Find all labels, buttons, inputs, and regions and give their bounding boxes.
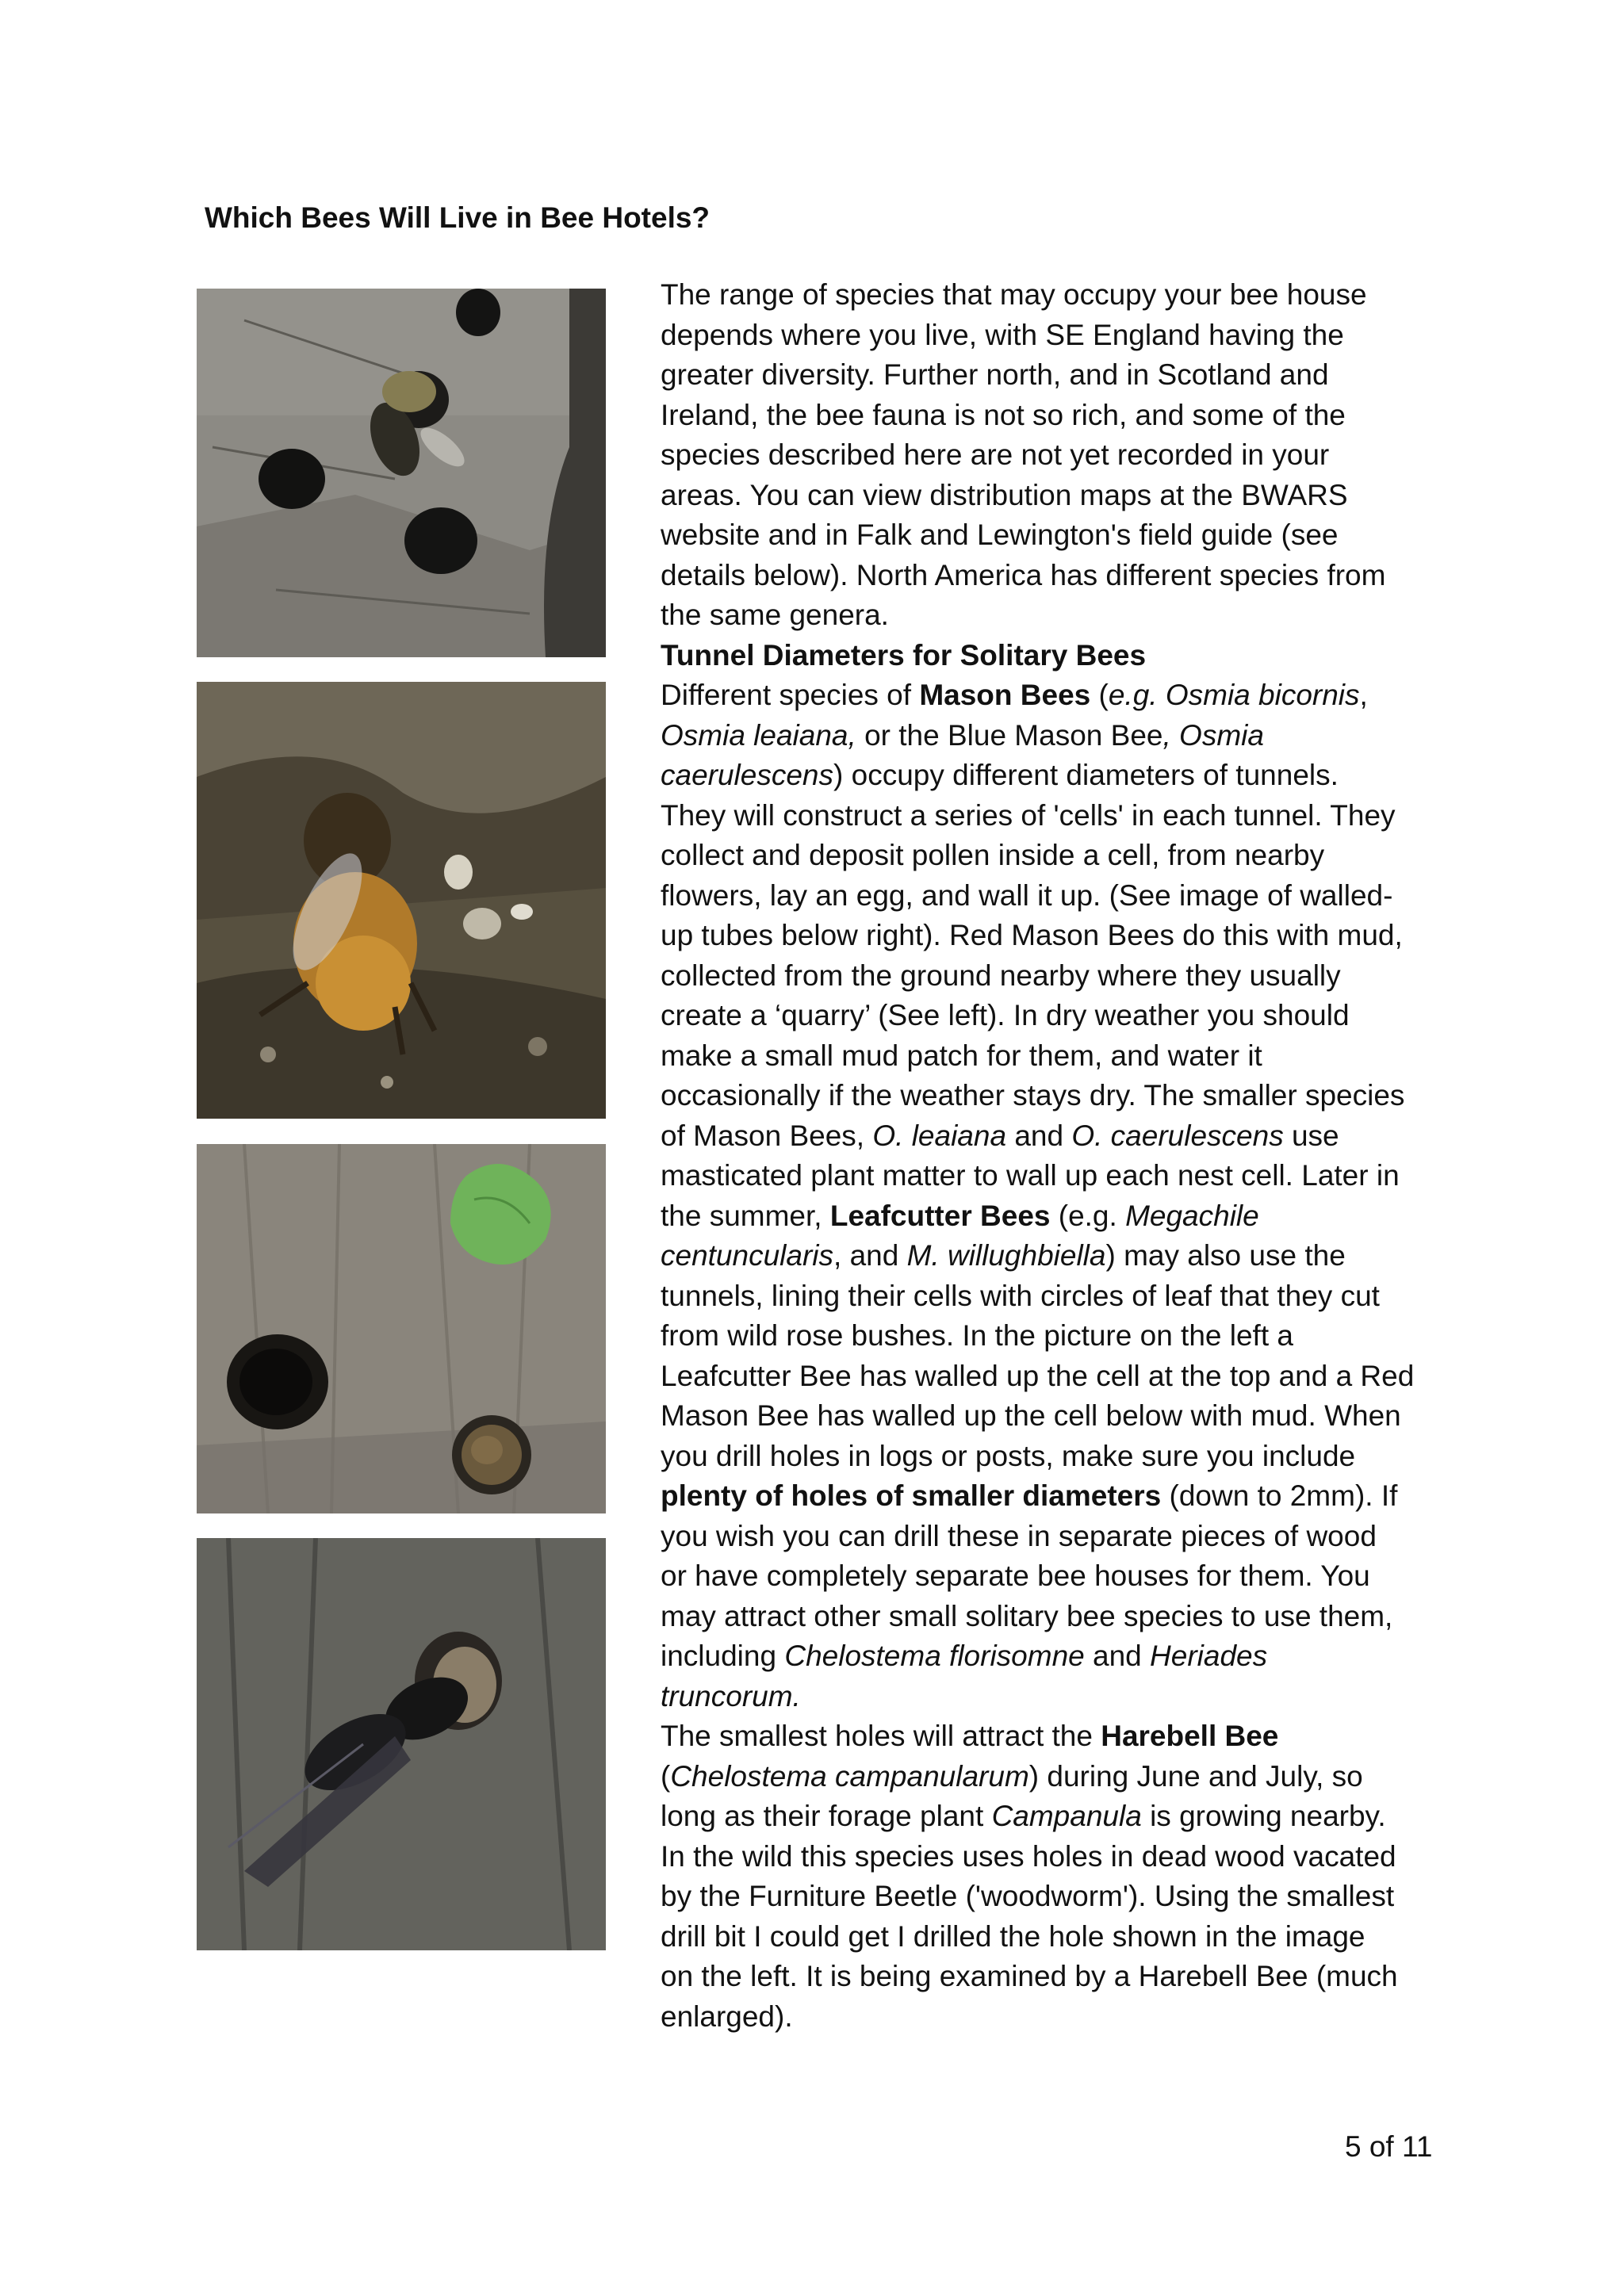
- italic-text: Osmia leaiana,: [661, 718, 856, 752]
- text-run: tunnels, lining their cells with circles of leaf that they cut: [661, 1279, 1380, 1312]
- text-line: [661, 1837, 1454, 1877]
- text-run: long as their forage plant: [661, 1800, 992, 1832]
- text-line: [661, 1236, 1454, 1276]
- photo-mason-bee-quarry: [197, 682, 606, 1119]
- text-run: ) during June and July, so: [1028, 1759, 1363, 1793]
- italic-text: , Osmia: [1162, 718, 1264, 752]
- text-line: [661, 916, 1454, 956]
- text-line: [661, 756, 1454, 796]
- text-run: collect and deposit pollen inside a cell, from nearby: [661, 839, 1325, 871]
- text-line: [661, 1636, 1454, 1677]
- text-line: [661, 675, 1454, 716]
- text-run: ) may also use the: [1105, 1239, 1346, 1272]
- text-run: Ireland, the bee fauna is not so rich, and some of the: [661, 398, 1346, 431]
- text-run: The range of species that may occupy your bee house: [661, 278, 1367, 311]
- text-run: the same genera.: [661, 599, 889, 631]
- text-line: [661, 1757, 1454, 1797]
- text-run: They will construct a series of 'cells' in each tunnel. They: [661, 798, 1396, 832]
- text-run: use: [1283, 1119, 1339, 1152]
- text-line: [661, 1396, 1454, 1437]
- text-run: website and in Falk and Lewington's field guide (see: [661, 519, 1339, 551]
- text-run: occasionally if the weather stays dry. The smaller species: [661, 1079, 1405, 1112]
- text-line: [661, 275, 1454, 316]
- text-run: and: [1006, 1119, 1072, 1152]
- text-line: [661, 1677, 1454, 1717]
- text-line: [661, 316, 1454, 356]
- photo-harebell-bee: [197, 1538, 606, 1950]
- mason-bee-mud-image: [197, 682, 606, 1119]
- bold-text: Harebell Bee: [1101, 1720, 1279, 1752]
- text-run: create a ‘quarry’ (See left). In dry weather you should: [661, 999, 1350, 1031]
- text-run: up tubes below right). Red Mason Bees do this with mud,: [661, 919, 1403, 951]
- text-run: greater diversity. Further north, and in Scotland and: [661, 358, 1329, 391]
- italic-text: truncorum.: [661, 1679, 801, 1712]
- text-line: [661, 836, 1454, 876]
- text-run: Different species of: [661, 679, 920, 711]
- text-run: ) occupy different diameters of tunnels.: [833, 759, 1339, 791]
- italic-text: O. leaiana: [872, 1119, 1007, 1152]
- text-line: [661, 396, 1454, 436]
- bold-text: Leafcutter Bees: [829, 1199, 1051, 1232]
- text-run: or have completely separate bee houses for them. You: [661, 1559, 1370, 1592]
- bold-text: plenty of holes of smaller diameters: [661, 1479, 1162, 1512]
- text-run: ,: [1359, 679, 1368, 711]
- text-run: or the Blue Mason Bee: [856, 718, 1163, 752]
- text-run: The smallest holes will attract the: [661, 1720, 1101, 1752]
- italic-text: M. willughbiella: [906, 1239, 1106, 1272]
- italic-text: caerulescens: [661, 759, 834, 791]
- text-line: [661, 355, 1454, 396]
- italic-text: centuncularis: [661, 1239, 834, 1272]
- text-line: [661, 1357, 1454, 1397]
- page-title: Which Bees Will Live in Bee Hotels?: [205, 201, 710, 234]
- text-run: Mason Bee has walled up the cell below with mud. When: [661, 1399, 1401, 1432]
- text-run: may attract other small solitary bee species to use them,: [661, 1599, 1393, 1632]
- italic-text: e.g. Osmia bicornis: [1108, 679, 1360, 711]
- text-line: [661, 1156, 1454, 1196]
- text-run: from wild rose bushes. In the picture on the left a: [661, 1319, 1293, 1352]
- text-run: masticated plant matter to wall up each nest cell. Later in: [661, 1159, 1400, 1192]
- walled-tubes-image: [197, 1144, 606, 1513]
- body-text: [661, 275, 1454, 2037]
- text-run: (e.g.: [1050, 1199, 1126, 1232]
- text-line: [661, 1036, 1454, 1077]
- text-run: you drill holes in logs or posts, make sure you include: [661, 1439, 1356, 1472]
- bold-text: Mason Bees: [919, 679, 1091, 711]
- text-line: [661, 1437, 1454, 1477]
- photo-walled-up-tubes: [197, 1144, 606, 1513]
- text-run: on the left. It is being examined by a Harebell Bee (much: [661, 1960, 1398, 1992]
- text-run: In the wild this species uses holes in dead wood vacated: [661, 1839, 1396, 1873]
- text-run: of Mason Bees,: [661, 1119, 873, 1152]
- italic-text: O. caerulescens: [1071, 1119, 1284, 1152]
- text-line: [661, 1276, 1454, 1317]
- text-line: [661, 796, 1454, 836]
- italic-text: Heriades: [1150, 1640, 1268, 1672]
- italic-text: Megachile: [1125, 1199, 1259, 1232]
- bold-text: Tunnel Diameters for Solitary Bees: [661, 638, 1147, 672]
- text-line: [661, 876, 1454, 916]
- text-line: [661, 595, 1454, 636]
- text-run: drill bit I could get I drilled the hole shown in the image: [661, 1919, 1365, 1953]
- text-run: details below). North America has different species from: [661, 558, 1386, 591]
- text-line: [661, 1076, 1454, 1116]
- text-line: [661, 1917, 1454, 1957]
- text-run: you wish you can drill these in separate pieces of wood: [661, 1519, 1377, 1552]
- text-line: [661, 476, 1454, 516]
- text-line: [661, 556, 1454, 596]
- text-line: [661, 1597, 1454, 1637]
- text-line: [661, 956, 1454, 997]
- text-run: and: [1084, 1640, 1151, 1672]
- text-run: depends where you live, with SE England having the: [661, 318, 1344, 351]
- text-line: [661, 435, 1454, 476]
- text-line: [661, 1196, 1454, 1237]
- italic-text: Chelostema florisomne: [784, 1640, 1085, 1672]
- text-run: is growing nearby.: [1141, 1800, 1386, 1832]
- text-run: areas. You can view distribution maps at the BWARS: [661, 478, 1348, 511]
- text-run: the summer,: [661, 1199, 830, 1232]
- text-run: (down to 2mm). If: [1161, 1479, 1398, 1512]
- text-line: [661, 1797, 1454, 1837]
- text-line: [661, 1997, 1454, 2038]
- text-run: enlarged).: [661, 1999, 793, 2033]
- photo-bee-at-wood-holes: [197, 289, 606, 657]
- text-line: [661, 1716, 1454, 1757]
- italic-text: Campanula: [991, 1800, 1142, 1832]
- text-run: Leafcutter Bee has walled up the cell at the top and a Red: [661, 1359, 1415, 1392]
- text-run: by the Furniture Beetle ('woodworm'). Using the smallest: [661, 1880, 1395, 1912]
- text-run: including: [661, 1640, 785, 1672]
- text-line: [661, 1957, 1454, 1997]
- text-line: [661, 716, 1454, 756]
- text-run: , and: [833, 1239, 907, 1272]
- page-number: 5 of 11: [1345, 2130, 1433, 2163]
- text-line: [661, 1116, 1454, 1157]
- bee-on-wood-image: [197, 289, 606, 657]
- text-line: [661, 996, 1454, 1036]
- text-line: [661, 1877, 1454, 1917]
- text-line: [661, 1316, 1454, 1357]
- text-line: [661, 1476, 1454, 1517]
- text-run: (: [661, 1759, 671, 1793]
- text-run: species described here are not yet recorded in your: [661, 438, 1330, 471]
- text-line: [661, 1517, 1454, 1557]
- text-run: collected from the ground nearby where they usually: [661, 959, 1341, 992]
- text-line: [661, 1556, 1454, 1597]
- text-run: flowers, lay an egg, and wall it up. (See image of walled-: [661, 878, 1393, 912]
- harebell-bee-image: [197, 1538, 606, 1950]
- text-line: [661, 636, 1454, 676]
- italic-text: Chelostema campanularum: [670, 1759, 1029, 1793]
- text-run: make a small mud patch for them, and water it: [661, 1039, 1262, 1072]
- text-line: [661, 515, 1454, 556]
- text-run: (: [1090, 679, 1109, 711]
